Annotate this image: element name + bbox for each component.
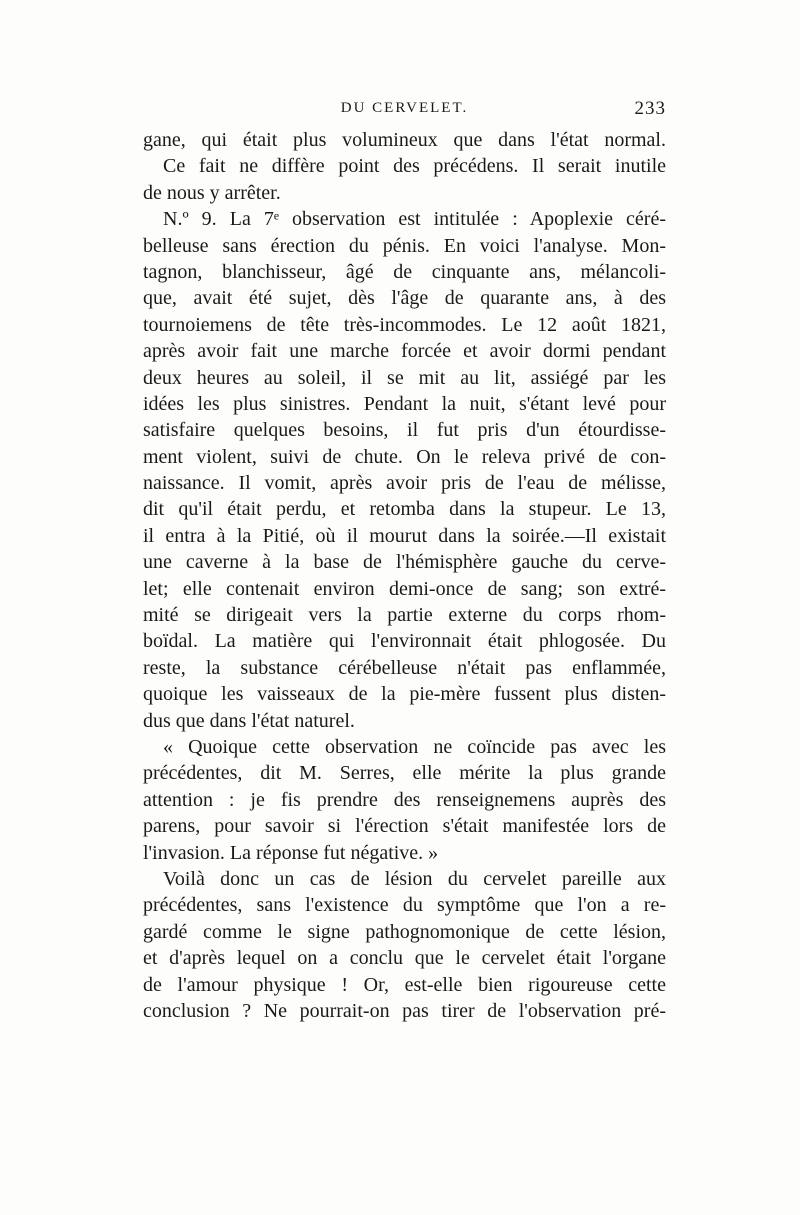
- running-title: DU CERVELET.: [340, 100, 469, 116]
- text-line: tournoiemens de tête très-incommodes. Le 12 août 1821,: [143, 313, 666, 336]
- text-line: ment violent, suivi de chute. On le releva privé de con-: [143, 445, 666, 468]
- text-line: deux heures au soleil, il se mit au lit, assiégé par les: [143, 366, 666, 389]
- text-line: de nous y arrêter.: [143, 181, 281, 204]
- text-line: une caverne à la base de l'hémisphère gauche du cerve-: [143, 551, 666, 574]
- text-line: N.º 9. La 7ᵉ observation est intitulée : Apoplexie céré-: [163, 208, 666, 231]
- text-line: parens, pour savoir si l'érection s'était manifestée lors de: [143, 815, 666, 838]
- text-line: l'invasion. La réponse fut négative. »: [143, 841, 439, 864]
- text-line: de l'amour physique ! Or, est-elle bien rigoureuse cette: [143, 973, 666, 996]
- text-line: précédentes, dit M. Serres, elle mérite la plus grande: [143, 762, 666, 785]
- text-line: quoique les vaisseaux de la pie-mère fussent plus disten-: [143, 683, 666, 706]
- text-line: mité se dirigeait vers la partie externe du corps rhom-: [143, 604, 666, 627]
- text-line: gane, qui était plus volumineux que dans l'état normal.: [143, 129, 666, 151]
- text-line: conclusion ? Ne pourrait-on pas tirer de l'observation pré-: [143, 999, 666, 1022]
- text-line: dit qu'il était perdu, et retomba dans la stupeur. Le 13,: [143, 498, 666, 521]
- page-number: 233: [634, 98, 666, 119]
- text-line: tagnon, blanchisseur, âgé de cinquante ans, mélancoli-: [143, 260, 666, 283]
- text-line: reste, la substance cérébelleuse n'était pas enflammée,: [143, 656, 666, 679]
- text-line: et d'après lequel on a conclu que le cervelet était l'organe: [143, 947, 666, 970]
- text-line: Ce fait ne diffère point des précédens. Il serait inutile: [163, 155, 666, 178]
- text-line: idées les plus sinistres. Pendant la nuit, s'étant levé pour: [143, 392, 666, 415]
- text-line: naissance. Il vomit, après avoir pris de l'eau de mélisse,: [143, 472, 666, 495]
- text-line: boïdal. La matière qui l'environnait était phlogosée. Du: [143, 630, 666, 653]
- text-line: gardé comme le signe pathognomonique de cette lésion,: [143, 920, 666, 943]
- text-line: dus que dans l'état naturel.: [143, 709, 355, 732]
- text-line: belleuse sans érection du pénis. En voici l'analyse. Mon-: [143, 234, 666, 257]
- text-line: après avoir fait une marche forcée et avoir dormi pendant: [143, 340, 666, 363]
- text-line: il entra à la Pitié, où il mourut dans la soirée.—Il existait: [143, 524, 666, 547]
- text-line: précédentes, sans l'existence du symptôme que l'on a re-: [143, 894, 666, 917]
- text-line: « Quoique cette observation ne coïncide pas avec les: [163, 735, 666, 758]
- text-line: Voilà donc un cas de lésion du cervelet pareille aux: [163, 867, 666, 890]
- running-head: [143, 98, 666, 122]
- text-line: que, avait été sujet, dès l'âge de quarante ans, à des: [143, 287, 666, 310]
- text-line: attention : je fis prendre des renseignemens auprès des: [143, 788, 666, 811]
- body-text: [143, 127, 666, 1024]
- text-line: satisfaire quelques besoins, il fut pris d'un étourdisse-: [143, 419, 666, 442]
- text-line: let; elle contenait environ demi-once de sang; son extré-: [143, 577, 666, 600]
